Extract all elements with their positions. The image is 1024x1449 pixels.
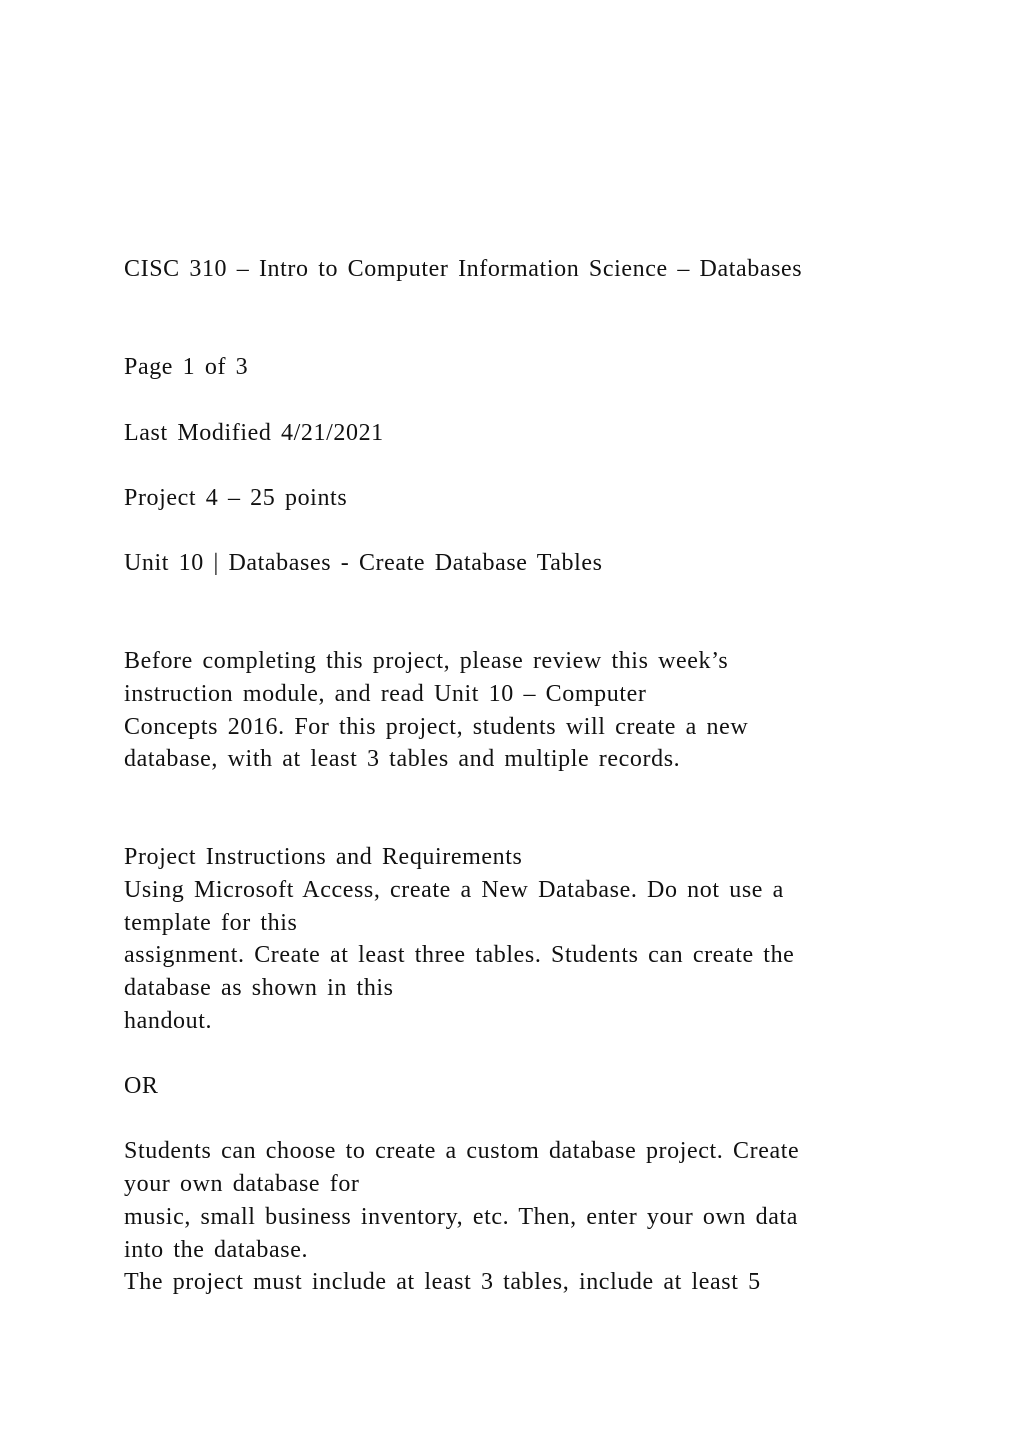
intro-line: database, with at least 3 tables and multiple records.	[124, 746, 681, 772]
instructions-line: Using Microsoft Access, create a New Database. Do not use a	[124, 877, 784, 903]
intro-line: Before completing this project, please review this week’s	[124, 648, 729, 674]
instructions-line: database as shown in this	[124, 975, 394, 1001]
unit-title: Unit 10 | Databases - Create Database Tables	[124, 550, 603, 576]
page-number: Page 1 of 3	[124, 354, 249, 380]
intro-line: Concepts 2016. For this project, students will create a new	[124, 714, 749, 740]
custom-line: The project must include at least 3 tables, include at least 5	[124, 1269, 761, 1295]
custom-line: into the database.	[124, 1237, 309, 1263]
course-title: CISC 310 – Intro to Computer Information Science – Databases	[124, 256, 803, 282]
instructions-line: assignment. Create at least three tables. Students can create the	[124, 942, 795, 968]
intro-line: instruction module, and read Unit 10 – Computer	[124, 681, 647, 707]
custom-line: your own database for	[124, 1171, 360, 1197]
instructions-line: template for this	[124, 910, 298, 936]
custom-line: music, small business inventory, etc. Then, enter your own data	[124, 1204, 798, 1230]
instructions-line: handout.	[124, 1008, 213, 1034]
last-modified: Last Modified 4/21/2021	[124, 420, 384, 446]
custom-line: Students can choose to create a custom database project. Create	[124, 1138, 800, 1164]
project-points: Project 4 – 25 points	[124, 485, 348, 511]
instructions-heading: Project Instructions and Requirements	[124, 844, 523, 870]
or-separator: OR	[124, 1073, 159, 1099]
